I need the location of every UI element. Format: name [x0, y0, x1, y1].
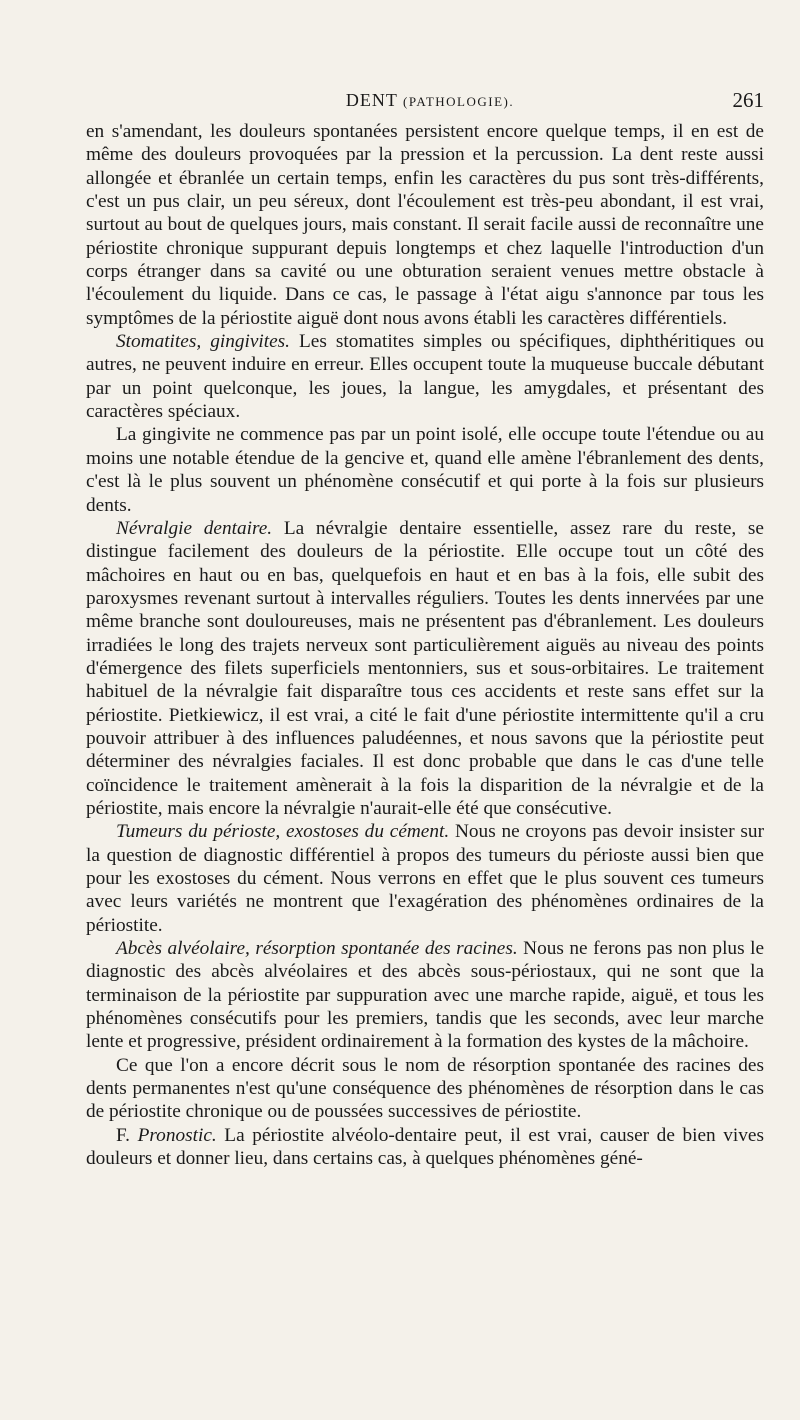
- paragraph-gingivite: [86, 423, 764, 516]
- running-head: [96, 90, 764, 116]
- paragraph-tumeurs: [86, 820, 764, 937]
- paragraph-heading: Névralgie dentaire.: [116, 517, 273, 539]
- paragraph-text: Ce que l'on a encore décrit sous le nom de résorption spontanée des racines des dents permanentes n'est qu'une conséquence des phénomènes de résorption dans le cas de périostite chronique ou de poussées successives de périostite.: [86, 1054, 764, 1123]
- paragraph-text: La périostite alvéolo-dentaire peut, il est vrai, causer de bien vives douleurs et donner lieu, dans certains cas, à quelques phénomènes géné-: [86, 1124, 764, 1170]
- paragraph-text: Nous ne ferons pas non plus le diagnostic des abcès alvéolaires et des abcès sous-périostaux, qui ne sont que la terminaison de la périostite par suppuration avec une marche rapide, aiguë, et tous les phénomènes consécutifs pour les premiers, tandis que les seconds, avec leur marche lente et progressive, président ordinairement à la formation des kystes de la mâchoire.: [86, 938, 764, 1053]
- paragraph-text: La gingivite ne commence pas par un point isolé, elle occupe toute l'étendue ou au moins une notable étendue de la gencive et, quand elle amène l'ébranlement des dents, c'est là le plus souvent un phénomène consécutif et qui porte à la fois sur plusieurs dents.: [86, 424, 764, 516]
- paragraph-heading: Abcès alvéolaire, résorption spontanée des racines.: [116, 938, 518, 960]
- paragraph-continuation: [86, 120, 764, 330]
- paragraph-heading: Stomatites, gingivites.: [116, 331, 290, 353]
- paragraph-abces: [86, 937, 764, 1054]
- running-title-sub: (PATHOLOGIE).: [403, 94, 515, 109]
- paragraph-text: Nous ne croyons pas devoir insister sur la question de diagnostic différentiel à propos des tumeurs du périoste aussi bien que pour les exostoses du cément. Nous verrons en effet que le plus souvent ces tumeurs avec leurs variétés ne montrent que l'exagération des phénomènes ordinaires de la périostite.: [86, 821, 764, 936]
- paragraph-resorption: [86, 1054, 764, 1124]
- body-text: [86, 120, 764, 1170]
- paragraph-text: Les stomatites simples ou spécifiques, diphthéritiques ou autres, ne peuvent induire en erreur. Elles occupent toute la muqueuse buccale débutant par un point quelconque, les joues, la langue, les amygdales, et présentant des caractères spéciaux.: [86, 331, 764, 423]
- paragraph-pronostic: [86, 1124, 764, 1171]
- section-letter: F.: [116, 1124, 138, 1146]
- paragraph-text: en s'amendant, les douleurs spontanées persistent encore quelque temps, il en est de même des douleurs provoquées par la pression et la percussion. La dent reste aussi allongée et ébranlée un certain temps, enfin les caractères du pus sont très-différents, c'est un pus clair, un peu séreux, dont l'écoulement est très-peu abondant, il est vrai, surtout au bout de quelques jours, mais constant. Il serait facile aussi de reconnaître une périostite chronique suppurant depuis longtemps et chez laquelle l'introduction d'un corps étranger dans sa cavité ou une obturation seraient venues mettre obstacle à l'écoulement du liquide. Dans ce cas, le passage à l'état aigu s'annonce par tous les symptômes de la périostite aiguë dont nous avons établi les caractères différentiels.: [86, 121, 764, 329]
- paragraph-heading: Tumeurs du périoste, exostoses du cément.: [116, 821, 450, 843]
- running-title: [96, 90, 764, 111]
- paragraph-heading: Pronostic.: [137, 1124, 217, 1146]
- running-title-main: DENT: [345, 90, 398, 110]
- paragraph-stomatites: [86, 330, 764, 423]
- page-number: 261: [732, 88, 764, 112]
- paragraph-text: La névralgie dentaire essentielle, assez rare du reste, se distingue facilement des douleurs de la périostite. Elle occupe tout un côté des mâchoires en haut ou en bas, quelquefois en haut et en bas à la fois, elle subit des paroxysmes revenant surtout à intervalles réguliers. Toutes les dents innervées par une même branche sont douloureuses, mais ne présentent pas d'ébranlement. Les douleurs irradiées le long des trajets nerveux sont particulièrement aiguës au niveau des points d'émergence des filets superficiels mentonniers, sus et sous-orbitaires. Le traitement habituel de la névralgie fait disparaître tous ces accidents et reste sans effet sur la périostite. Pietkiewicz, il est vrai, a cité le fait d'une périostite intermittente qu'il a cru pouvoir attribuer à des influences paludéennes, et nous savons que la périostite peut déterminer des névralgies faciales. Il est donc probable que dans le cas d'une telle coïncidence le traitement amènerait à la fois la disparition de la névralgie et de la périostite, mais encore la névralgie n'aurait-elle été que consécutive.: [86, 517, 764, 819]
- paragraph-nevralgie: [86, 517, 764, 820]
